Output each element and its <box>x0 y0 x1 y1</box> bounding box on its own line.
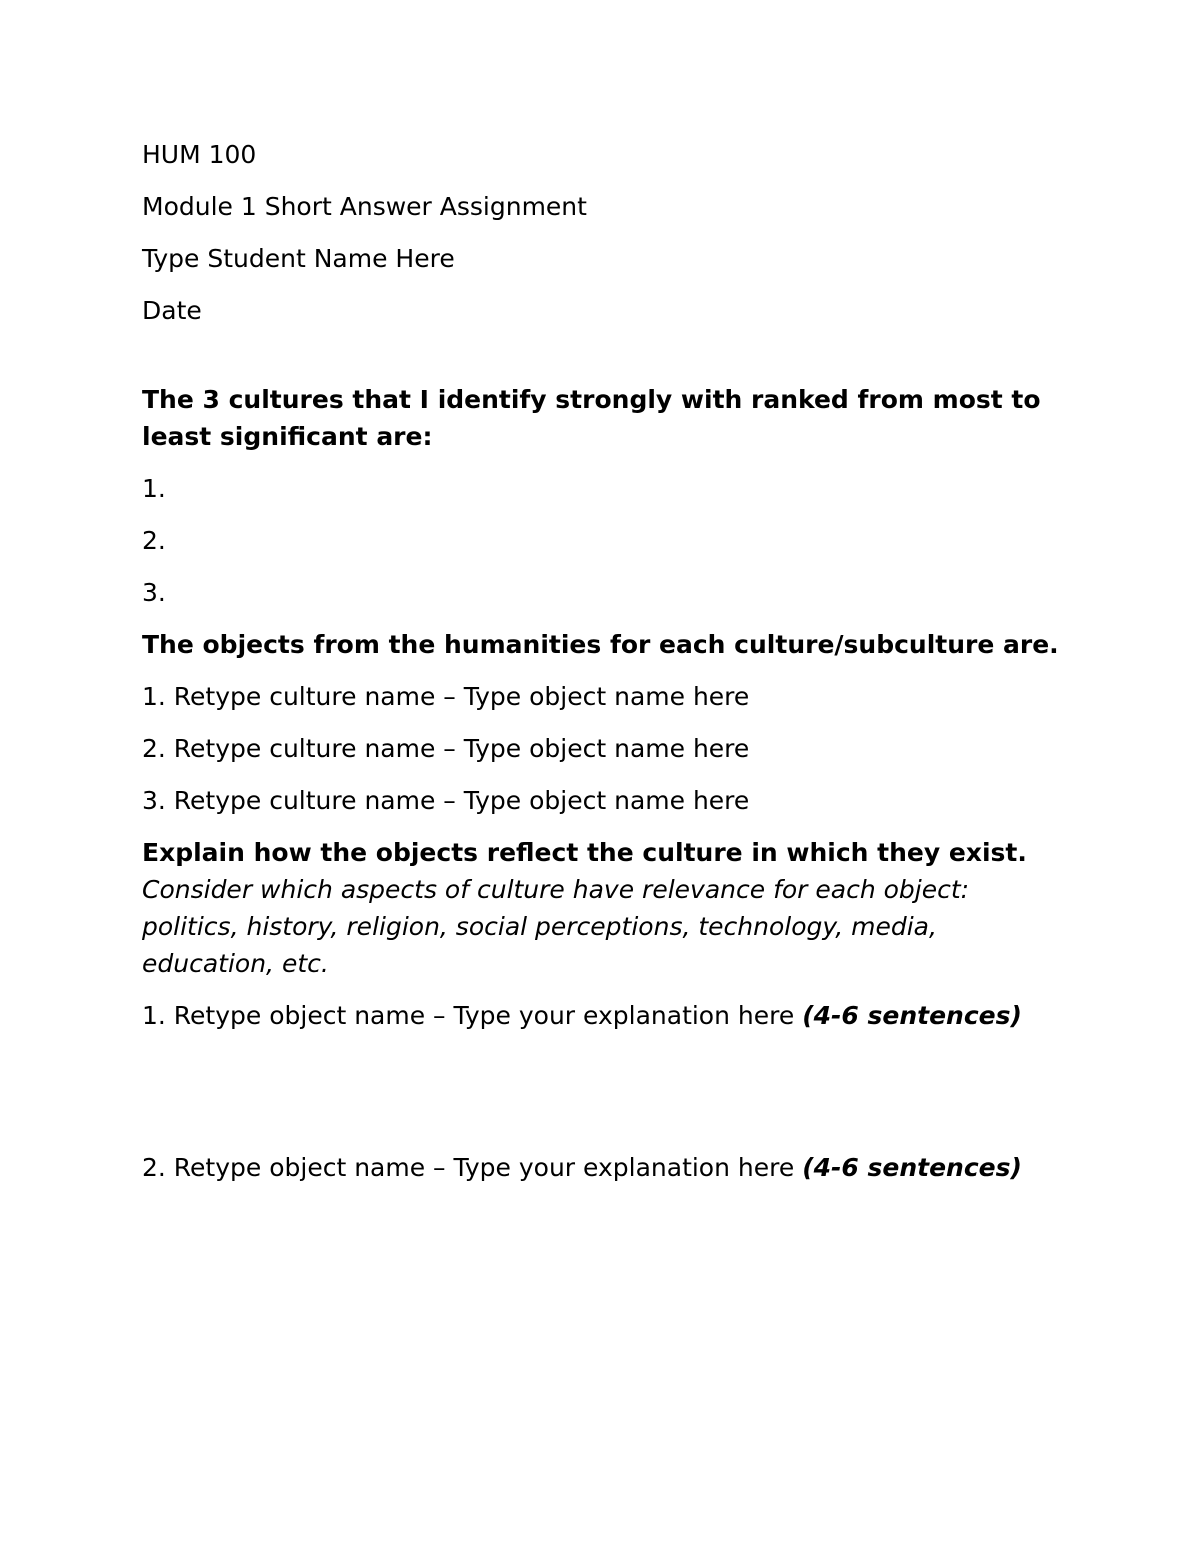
document-body <box>142 136 1062 1186</box>
culture-item-2: 2. <box>142 526 166 555</box>
date-line: Date <box>142 296 202 325</box>
explanation-item-2-text: 2. Retype object name – Type your explanation here <box>142 1153 795 1182</box>
explain-heading <box>142 834 1062 982</box>
assignment-title: Module 1 Short Answer Assignment <box>142 192 587 221</box>
student-name-line: Type Student Name Here <box>142 244 455 273</box>
course-code: HUM 100 <box>142 140 257 169</box>
explanation-item-2-note: (4-6 sentences) <box>802 1153 1022 1182</box>
explanation-item-1-note: (4-6 sentences) <box>802 1001 1022 1030</box>
explanation-item-1-text: 1. Retype object name – Type your explanation here <box>142 1001 795 1030</box>
object-item-1: 1. Retype culture name – Type object name here <box>142 682 750 711</box>
objects-heading: The objects from the humanities for each culture/subculture are. <box>142 630 1059 659</box>
culture-item-1: 1. <box>142 474 166 503</box>
culture-item-3: 3. <box>142 578 166 607</box>
explain-heading-bold: Explain how the objects reflect the culture in which they exist. <box>142 838 1027 867</box>
explanation-item-2 <box>142 1149 1062 1186</box>
object-item-2: 2. Retype culture name – Type object name here <box>142 734 750 763</box>
object-item-3: 3. Retype culture name – Type object name here <box>142 786 750 815</box>
explanation-item-1 <box>142 997 1062 1034</box>
cultures-heading: The 3 cultures that I identify strongly with ranked from most to least significant are: <box>142 385 1041 451</box>
explain-heading-italic: Consider which aspects of culture have relevance for each object: politics, history, religion, social perceptions, technology, media, education, etc. <box>142 875 970 978</box>
